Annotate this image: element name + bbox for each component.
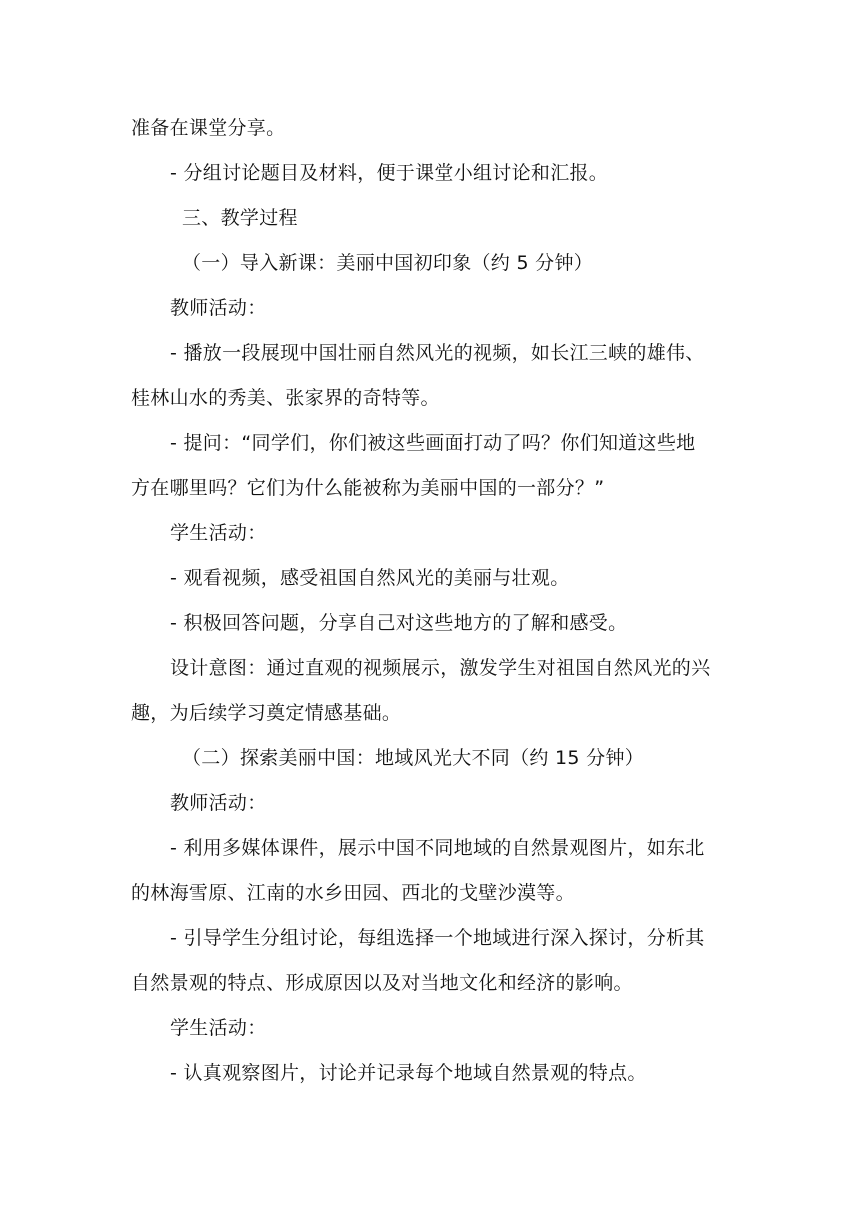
section-heading: 三、教学过程 [182, 207, 298, 229]
bullet-line: - 提问：“同学们，你们被这些画面打动了吗？你们知道这些地 [170, 432, 696, 454]
bullet-line: - 利用多媒体课件，展示中国不同地域的自然景观图片，如东北 [170, 837, 705, 859]
label-teacher-activity: 教师活动： [170, 792, 267, 814]
subsection-heading: （二）探索美丽中国：地域风光大不同（约 15 分钟） [182, 747, 645, 769]
bullet-line: - 引导学生分组讨论，每组选择一个地域进行深入探讨，分析其 [170, 927, 705, 949]
bullet-line: - 认真观察图片，讨论并记录每个地域自然景观的特点。 [170, 1062, 647, 1084]
design-intent-line: 设计意图：通过直观的视频展示，激发学生对祖国自然风光的兴 [170, 657, 711, 679]
paragraph-line: 趣，为后续学习奠定情感基础。 [131, 702, 402, 724]
bullet-line: - 积极回答问题，分享自己对这些地方的了解和感受。 [170, 612, 628, 634]
paragraph-line: 自然景观的特点、形成原因以及对当地文化和经济的影响。 [131, 972, 633, 994]
paragraph-line: 的林海雪原、江南的水乡田园、西北的戈壁沙漠等。 [131, 882, 575, 904]
label-student-activity: 学生活动： [170, 1017, 267, 1039]
label-teacher-activity: 教师活动： [170, 297, 267, 319]
bullet-line: - 观看视频，感受祖国自然风光的美丽与壮观。 [170, 567, 570, 589]
subsection-heading: （一）导入新课：美丽中国初印象（约 5 分钟） [182, 252, 594, 274]
bullet-line: - 分组讨论题目及材料，便于课堂小组讨论和汇报。 [170, 162, 609, 184]
label-student-activity: 学生活动： [170, 522, 267, 544]
bullet-line: - 播放一段展现中国壮丽自然风光的视频，如长江三峡的雄伟、 [170, 342, 705, 364]
paragraph-line: 准备在课堂分享。 [131, 117, 286, 139]
paragraph-line: 方在哪里吗？它们为什么能被称为美丽中国的一部分？” [131, 477, 605, 499]
paragraph-line: 桂林山水的秀美、张家界的奇特等。 [131, 387, 440, 409]
